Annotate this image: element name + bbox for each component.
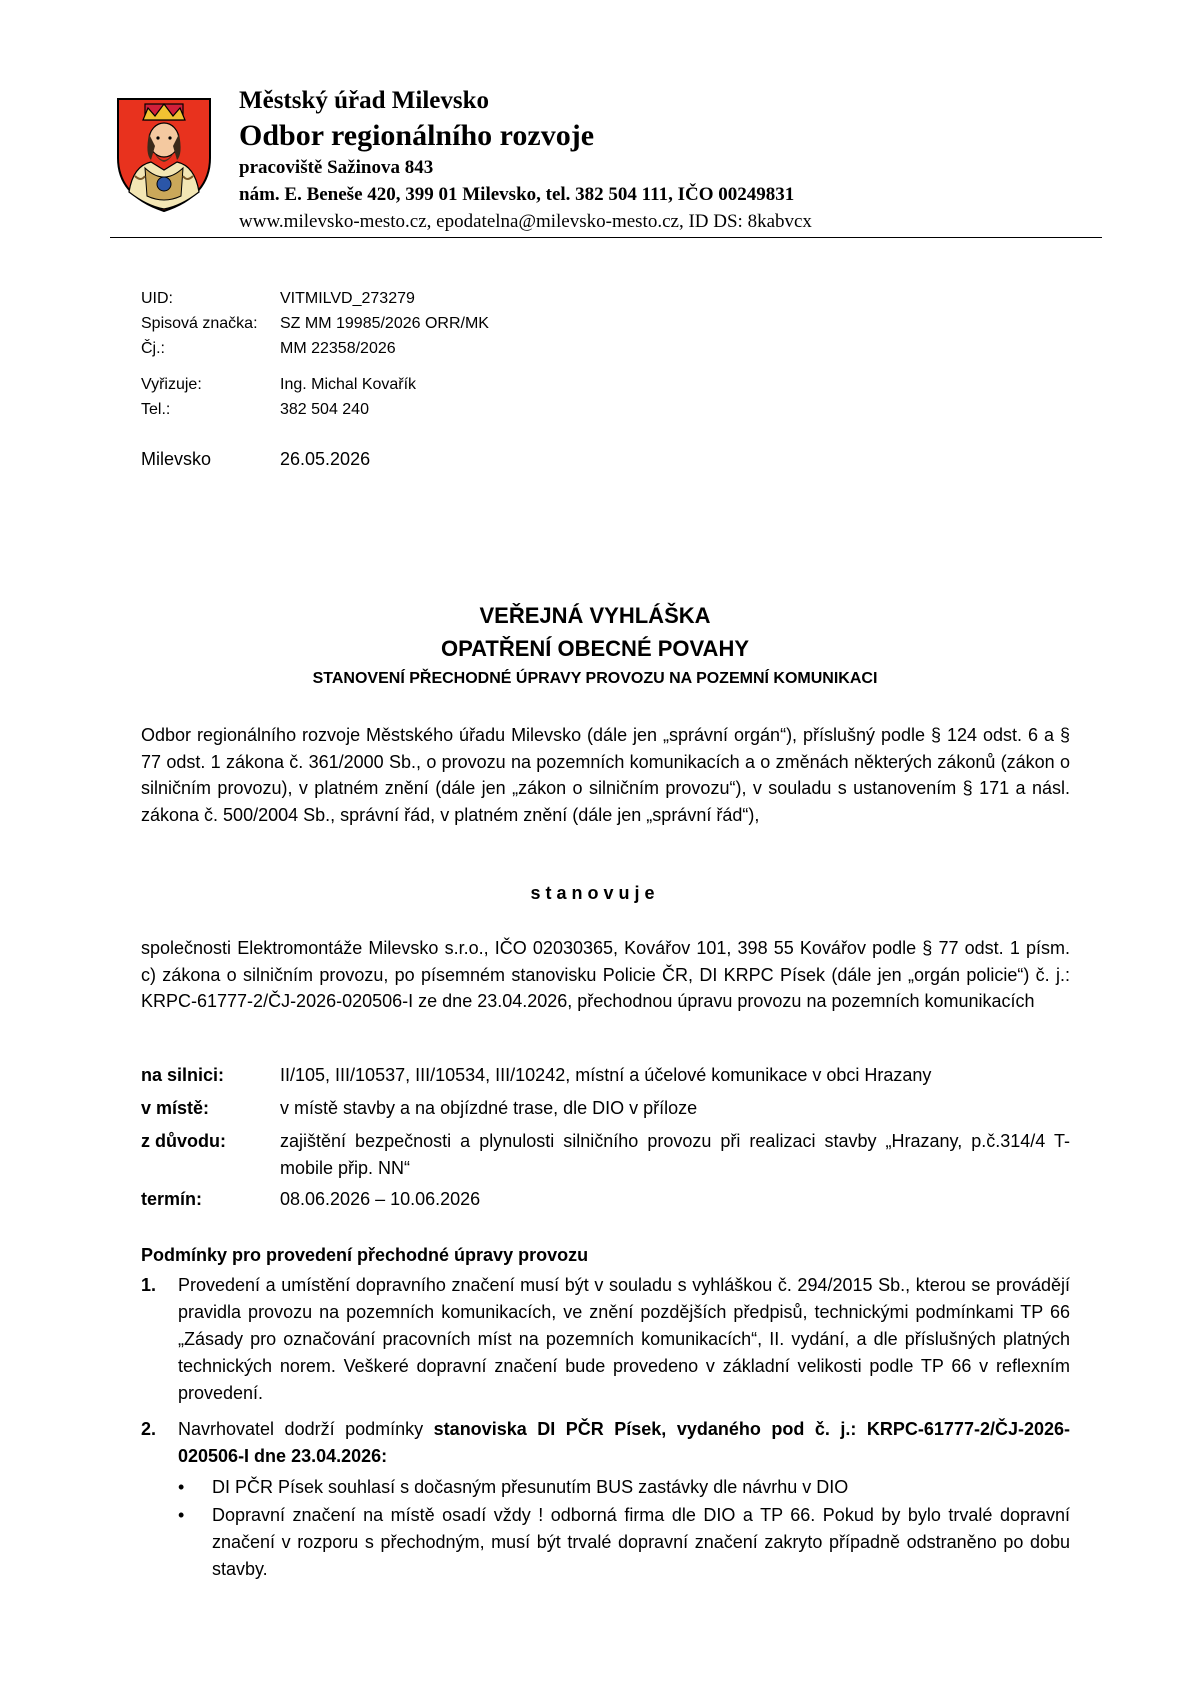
office-contacts: www.milevsko-mesto.cz, epodatelna@milevsko-mesto.cz, ID DS: 8kabvcx bbox=[239, 211, 812, 232]
meta-label: Čj.: bbox=[141, 340, 165, 357]
meta-label: Milevsko bbox=[141, 449, 212, 469]
condition-text bbox=[178, 1416, 1070, 1470]
workplace-address: pracoviště Sažinova 843 bbox=[239, 157, 434, 178]
condition-number: 1. bbox=[141, 1275, 157, 1295]
document-subtitle: OPATŘENÍ OBECNÉ POVAHY bbox=[440, 636, 750, 661]
bullet-icon: • bbox=[178, 1505, 185, 1525]
meta-label: Vyřizuje: bbox=[141, 376, 202, 393]
detail-label: z důvodu: bbox=[141, 1131, 226, 1151]
meta-value: MM 22358/2026 bbox=[280, 340, 396, 357]
condition-text-plain: Navrhovatel dodrží podmínky bbox=[178, 1419, 434, 1439]
detail-label: termín: bbox=[141, 1189, 203, 1209]
condition-number: 2. bbox=[141, 1419, 157, 1439]
bullet-text: DI PČR Písek souhlasí s dočasným přesunutím BUS zastávky dle návrhu v DIO bbox=[212, 1477, 849, 1497]
meta-label: Spisová značka: bbox=[141, 315, 258, 332]
department-name: Odbor regionálního rozvoje bbox=[239, 119, 595, 152]
meta-label: Tel.: bbox=[141, 401, 171, 418]
coat-of-arms-icon bbox=[115, 96, 213, 214]
condition-text-bold: stanoviska DI PČR Písek, vydaného pod č. j.: KRPC-61777-2/ČJ-2026-020506-I dne 23.04.2026: bbox=[178, 1419, 1071, 1466]
office-header bbox=[239, 84, 812, 235]
stanovuje-heading: stanovuje bbox=[530, 883, 660, 903]
office-address: nám. E. Beneše 420, 399 01 Milevsko, tel. 382 504 111, IČO 00249831 bbox=[239, 184, 795, 205]
meta-label: UID: bbox=[141, 290, 173, 307]
meta-value: Ing. Michal Kovařík bbox=[280, 376, 417, 393]
header-divider bbox=[110, 237, 1102, 238]
document-heading: STANOVENÍ PŘECHODNÉ ÚPRAVY PROVOZU NA POZEMNÍ KOMUNIKACI bbox=[312, 670, 878, 687]
meta-value: SZ MM 19985/2026 ORR/MK bbox=[280, 315, 489, 332]
conditions-title: Podmínky pro provedení přechodné úpravy provozu bbox=[141, 1245, 589, 1265]
bullet-icon: • bbox=[178, 1477, 185, 1497]
intro-paragraph: Odbor regionálního rozvoje Městského úřadu Milevsko (dále jen „správní orgán“), příslušný podle § 124 odst. 6 a § 77 odst. 1 zákona č. 361/2000 Sb., o provozu na pozemních komunikacích a o změnách některých zákonů (zákon o silničním provozu), v platném znění (dále jen „zákon o silničním provozu“), v souladu s ustanovením § 171 a násl. zákona č. 500/2004 Sb., správní řád, v platném znění (dále jen „správní řád“), bbox=[141, 725, 1070, 825]
condition-text: Provedení a umístění dopravního značení musí být v souladu s vyhláškou č. 294/2015 Sb., kterou se provádějí pravidla provozu na pozemních komunikacích, ve znění pozdějších předpisů, technickými podmínkami TP 66 „Zásady pro označování pracovních míst na pozemních komunikacích“, II. vydání, a dle příslušných platných technických norem. Veškeré dopravní značení bude provedeno v základní velikosti podle TP 66 v reflexním provedení. bbox=[178, 1275, 1070, 1403]
meta-value: 382 504 240 bbox=[280, 401, 369, 418]
detail-label: na silnici: bbox=[141, 1065, 225, 1085]
detail-value: zajištění bezpečnosti a plynulosti silničního provozu při realizaci stavby „Hrazany, p.č.314/4 T-mobile přip. NN“ bbox=[280, 1131, 1070, 1178]
detail-value: II/105, III/10537, III/10534, III/10242, místní a účelové komunikace v obci Hrazany bbox=[280, 1065, 932, 1085]
bullet-text: Dopravní značení na místě osadí vždy ! odborná firma dle DIO a TP 66. Pokud by bylo trvalé dopravní značení v rozporu s přechodným, musí být trvalé dopravní značení zakryto případně odstraněno po dobu stavby. bbox=[212, 1505, 1070, 1579]
meta-value: VITMILVD_273279 bbox=[280, 290, 415, 307]
office-name: Městský úřad Milevsko bbox=[239, 87, 489, 114]
detail-value: 08.06.2026 – 10.06.2026 bbox=[280, 1189, 481, 1209]
detail-value: v místě stavby a na objízdné trase, dle DIO v příloze bbox=[280, 1098, 698, 1118]
detail-label: v místě: bbox=[141, 1098, 210, 1118]
document-title: VEŘEJNÁ VYHLÁŠKA bbox=[479, 603, 711, 628]
meta-value: 26.05.2026 bbox=[280, 449, 371, 469]
company-paragraph: společnosti Elektromontáže Milevsko s.r.o., IČO 02030365, Kovářov 101, 398 55 Kovářov podle § 77 odst. 1 písm. c) zákona o silničním provozu, po písemném stanovisku Policie ČR, DI KRPC Písek (dále jen „orgán policie“) č. j.: KRPC-61777-2/ČJ-2026-020506-I ze dne 23.04.2026, přechodnou úpravu provozu na pozemních komunikacích bbox=[141, 938, 1070, 1011]
